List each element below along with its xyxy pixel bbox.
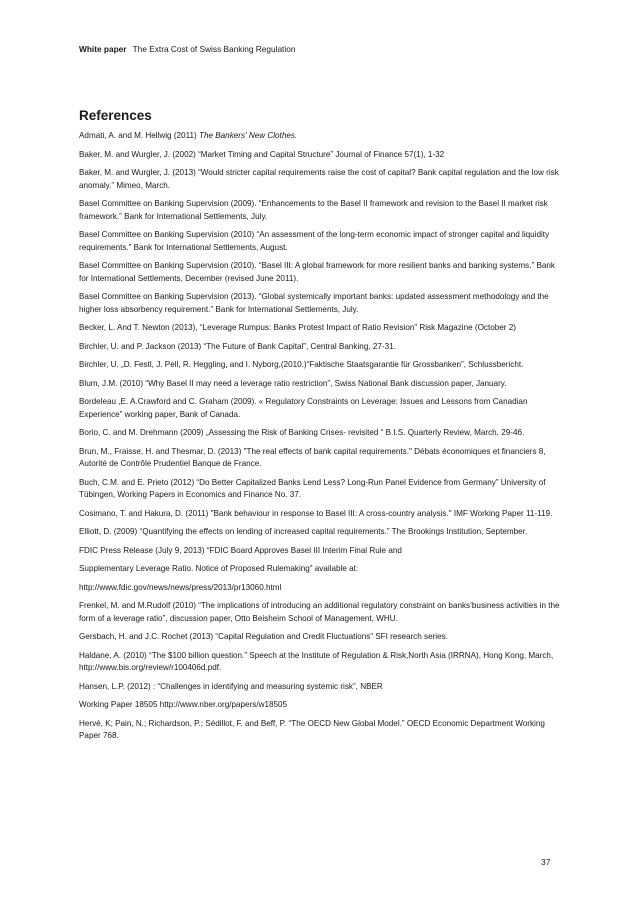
reference-entry: Working Paper 18505 http://www.nber.org/papers/w18505 <box>79 700 288 709</box>
reference-entry: Baker, M. and Wurgler, J. (2002) “Market Timing and Capital Structure” Journal of Finance 57(1), 1-32 <box>79 149 445 159</box>
reference-text: Admati, A. and M. Hellwig (2011) <box>79 131 199 140</box>
reference-entry: Birchler, U. „D. Festl, J. Pell, R. Heggling, and I. Nyborg,(2010.)“Faktische Staatsgarantie für Grossbanken”, Schlussbericht. <box>79 360 524 369</box>
header-label: White paper <box>79 44 127 54</box>
reference-book-title: The Bankers' New Clothes. <box>198 131 298 140</box>
reference-entry: FDIC Press Release (July 9, 2013) “FDIC Board Approves Basel III Interim Final Rule and <box>79 545 402 555</box>
section-title: References <box>79 108 152 123</box>
reference-entry: Basel Committee on Banking Supervision (2013). “Global systemically important banks: updated assessment methodology and the higher loss absorbency requirement.” Bank for International Settlements, July. <box>79 292 549 314</box>
reference-entry: Elliott, D. (2009) “Quantifying the effects on lending of increased capital requirements.” The Brookings Institution, September. <box>79 527 528 536</box>
reference-entry: Hansen, L.P. (2012) : “Challenges in identifying and measuring systemic risk”, NBER <box>79 681 383 691</box>
reference-entry: Cosimano, T. and Hakura, D. (2011) "Bank behaviour in response to Basel III: A cross-country analysis." IMF Working Paper 11-119. <box>79 508 553 518</box>
page-number: 37 <box>541 857 551 867</box>
reference-entry: Buch, C.M. and E. Prieto (2012) “Do Better Capitalized Banks Lend Less? Long-Run Panel Evidence from Germany” University of Tübingen, Working Papers in Economics and Finance No. 37. <box>79 477 546 499</box>
reference-entry: Haldane, A. (2010) “The $100 billion question.” Speech at the Institute of Regulation & Risk,North Asia (IRRNA), Hong Kong, March, http://www.bis.org/review/r100406d.pdf. <box>79 650 554 672</box>
header-title: The Extra Cost of Swiss Banking Regulation <box>132 44 296 54</box>
reference-url[interactable]: http://www.fdic.gov/news/news/press/2013/pr13060.html <box>79 582 282 592</box>
reference-entry: Basel Committee on Banking Supervision (2009). “Enhancements to the Basel II framework and revision to the Basel II market risk framework.” Bank for International Settlements, July. <box>79 199 548 221</box>
reference-entry: Blum, J.M. (2010) “Why Basel II may need a leverage ratio restriction”, Swiss National Bank discussion paper, January. <box>79 378 507 388</box>
reference-entry <box>79 130 565 143</box>
reference-entry: Basel Committee on Banking Supervision (2010) “An assessment of the long-term economic impact of stronger capital and liquidity requirements.” Bank for International Settlements, August. <box>79 230 550 252</box>
reference-entry: Baker, M. and Wurgler, J. (2013) “Would stricter capital requirements raise the cost of capital? Bank capital regulation and the low risk anomaly.” Mimeo, March. <box>79 168 559 190</box>
reference-entry: Basel Committee on Banking Supervision (2010). “Basel III: A global framework for more resilient banks and banking systems.” Bank for International Settlements, December (revised June 2011). <box>79 261 555 283</box>
reference-entry: Supplementary Leverage Ratio. Notice of Proposed Rulemaking” available at: <box>79 564 359 573</box>
reference-entry: Hervé, K; Pain, N.; Richardson, P.; Sédillot, F. and Beff, P. “The OECD New Global Model.” OECD Economic Department Working Paper 768. <box>79 718 545 740</box>
reference-entry: Frenkel, M. and M.Rudolf (2010) “The implications of introducing an additional regulatory constraint on banks’business activities in the form of a leverage ratio”, discussion paper, Otto Beisheim School of Management, WHU. <box>79 601 560 623</box>
reference-entry: Gersbach, H. and J.C. Rochet (2013) “Capital Regulation and Credit Fluctuations” SFI research series. <box>79 632 448 641</box>
reference-list <box>79 130 565 749</box>
running-header <box>79 44 295 55</box>
reference-entry: Becker, L. And T. Newton (2013), “Leverage Rumpus: Banks Protest Impact of Ratio Revision” Risk Magazine (October 2) <box>79 323 516 332</box>
reference-entry: Brun, M., Fraisse, H. and Thesmar, D. (2013) "The real effects of bank capital requirements." Débats économiques et financiers 8, Autorité de Contrôle Prudentiel Banque de France. <box>79 446 546 468</box>
reference-entry: Birchler, U. and P. Jackson (2013) “The Future of Bank Capital”, Central Banking, 27-31. <box>79 341 396 351</box>
reference-entry: Borio, C. and M. Drehmann (2009) „Assessing the Risk of Banking Crises- revisited “ B.I.S. Quarterly Review, March, 29-46. <box>79 428 525 437</box>
reference-entry: Bordeleau ,E. A.Crawford and C. Graham (2009). « Regulatory Constraints on Leverage: Issues and Lessons from Canadian Experience” working paper, Bank of Canada. <box>79 397 528 419</box>
